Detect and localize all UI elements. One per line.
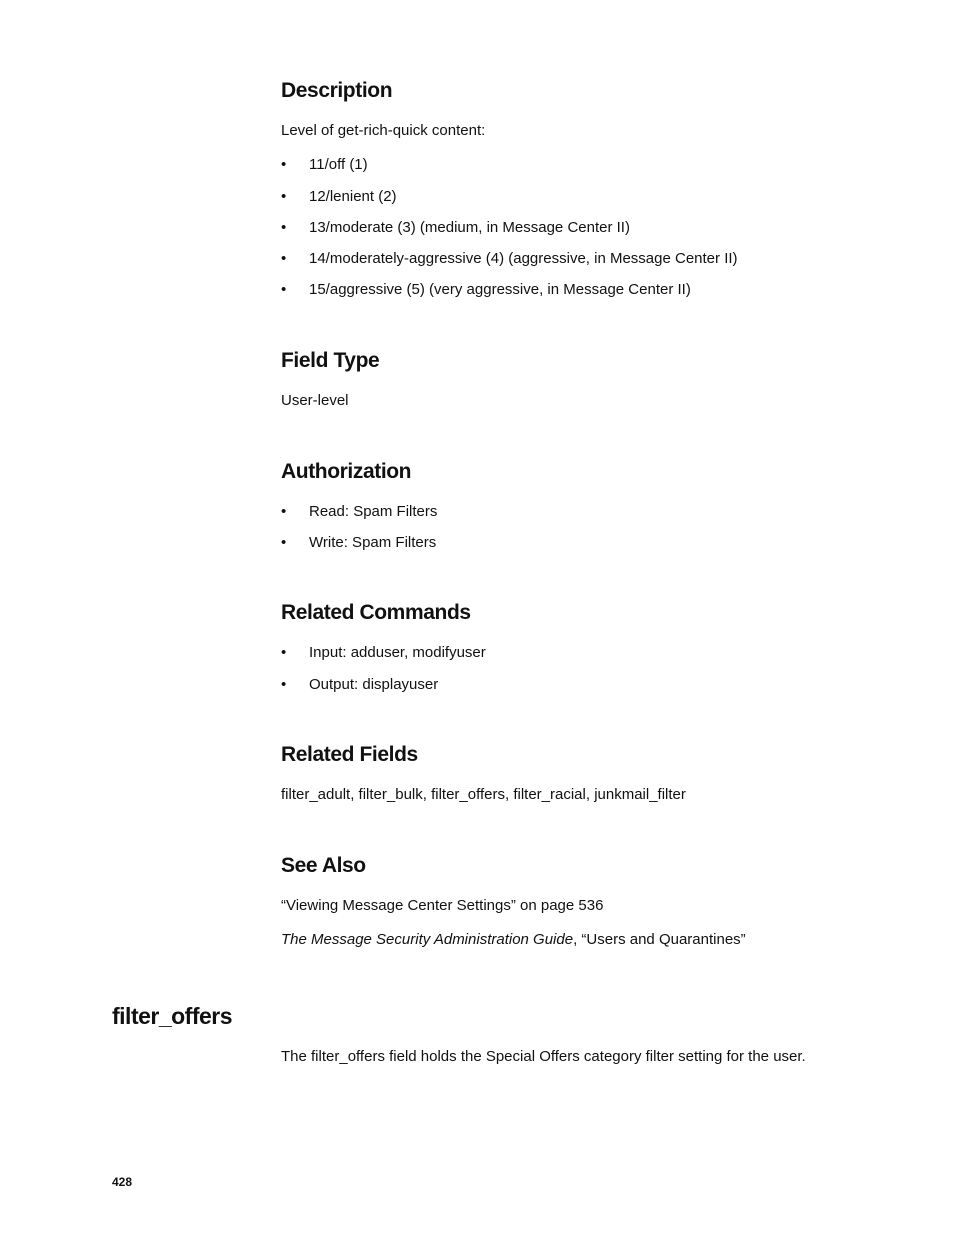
- list-item-text: 15/aggressive (5) (very aggressive, in Message Center II): [309, 281, 691, 298]
- bullet-icon: •: [281, 534, 287, 551]
- bullet-icon: •: [281, 644, 287, 661]
- field-title: filter_offers: [112, 1003, 233, 1029]
- list-item-text: Read: Spam Filters: [309, 503, 438, 520]
- guide-section: , “Users and Quarantines”: [573, 931, 746, 948]
- list-item-text: 13/moderate (3) (medium, in Message Center II): [309, 219, 630, 236]
- bullet-icon: •: [281, 676, 287, 693]
- guide-title: The Message Security Administration Guide: [281, 931, 574, 948]
- list-item-text: 14/moderately-aggressive (4) (aggressive, in Message Center II): [309, 250, 738, 267]
- list-item-text: 11/off (1): [309, 156, 368, 173]
- field-description: The filter_offers field holds the Special Offers category filter setting for the user.: [281, 1048, 806, 1065]
- see-also-heading: See Also: [281, 854, 366, 877]
- related-fields-heading: Related Fields: [281, 743, 418, 766]
- related-fields-value: filter_adult, filter_bulk, filter_offers, filter_racial, junkmail_filter: [281, 786, 686, 803]
- bullet-icon: •: [281, 503, 287, 520]
- page-number: 428: [112, 1175, 133, 1189]
- list-item-text: 12/lenient (2): [309, 188, 397, 205]
- bullet-icon: •: [281, 156, 287, 173]
- description-heading: Description: [281, 79, 393, 102]
- description-intro: Level of get-rich-quick content:: [281, 122, 486, 139]
- bullet-icon: •: [281, 188, 287, 205]
- see-also-guide-reference[interactable]: [281, 931, 746, 949]
- list-item-text: Write: Spam Filters: [309, 534, 437, 551]
- related-commands-heading: Related Commands: [281, 601, 471, 624]
- bullet-icon: •: [281, 281, 287, 298]
- field-type-heading: Field Type: [281, 349, 380, 372]
- list-item-text: Input: adduser, modifyuser: [309, 644, 486, 661]
- field-type-value: User-level: [281, 392, 349, 409]
- list-item-text: Output: displayuser: [309, 676, 439, 693]
- see-also-link-viewing-settings[interactable]: “Viewing Message Center Settings” on page 536: [281, 897, 604, 914]
- bullet-icon: •: [281, 250, 287, 267]
- bullet-icon: •: [281, 219, 287, 236]
- authorization-heading: Authorization: [281, 460, 412, 483]
